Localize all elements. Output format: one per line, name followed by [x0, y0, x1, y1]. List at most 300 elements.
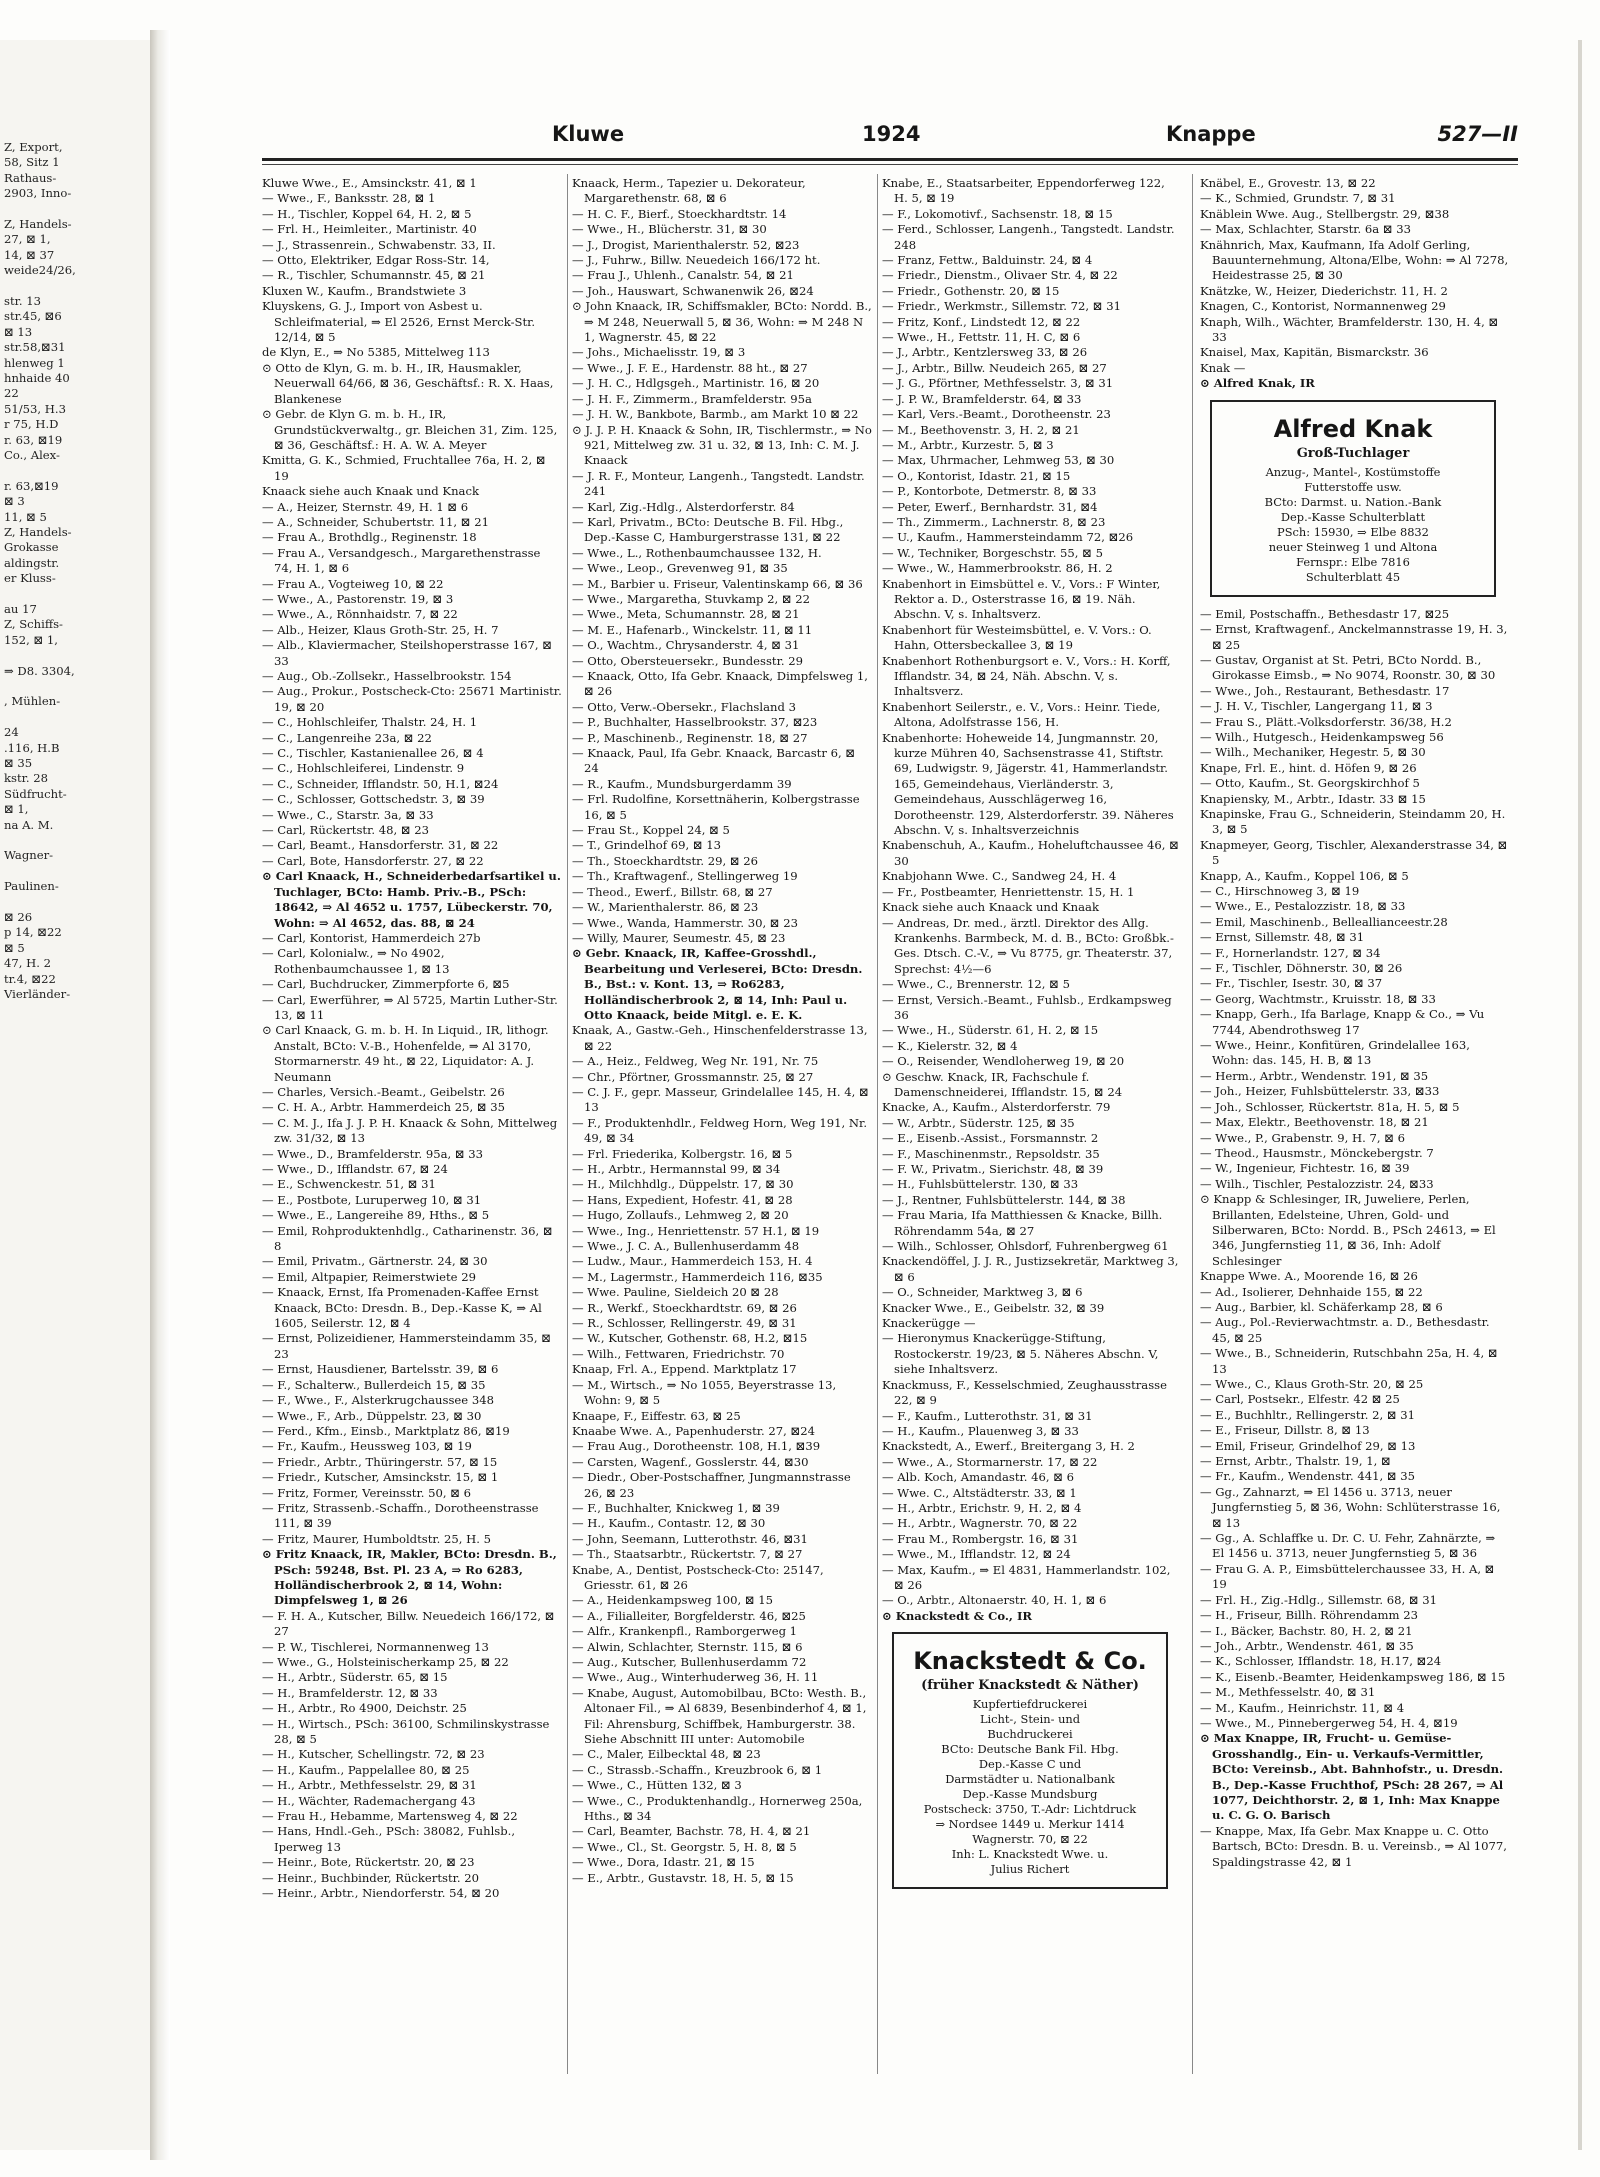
directory-entry: — Frau G. A. P., Eimsbüttelerchaussee 33, H. A, ⊠ 19 [1200, 1561, 1495, 1592]
directory-entry: — H., Arbtr., Methfesselstr. 29, ⊠ 31 [262, 1778, 477, 1793]
directory-entry: Knacker Wwe., E., Geibelstr. 32, ⊠ 39 [882, 1300, 1105, 1315]
directory-entry: Kluwe Wwe., E., Amsinckstr. 41, ⊠ 1 [262, 176, 477, 190]
directory-entry: Knapiensky, M., Arbtr., Idastr. 33 ⊠ 15 [1200, 791, 1426, 806]
facing-page-fragment [0, 40, 150, 2150]
directory-entry: — M., Barbier u. Friseur, Valentinskamp 66, ⊠ 36 [572, 576, 863, 591]
directory-entry: — U., Kaufm., Hammersteindamm 72, ⊠26 [882, 530, 1134, 545]
directory-entry: Knabe, E., Staatsarbeiter, Eppendorferweg 122, H. 5, ⊠ 19 [882, 176, 1165, 206]
directory-entry: — Karl, Privatm., BCto: Deutsche B. Fil. Hbg., Dep.-Kasse C, Hamburgerstrasse 131, ⊠ 22 [572, 514, 844, 545]
directory-entry: — Wwe., Joh., Restaurant, Bethesdastr. 17 [1200, 683, 1450, 698]
facing-page-text: r 75, H.D [4, 417, 59, 432]
directory-entry: — Diedr., Ober-Postschaffner, Jungmannstrasse 26, ⊠ 23 [572, 1470, 851, 1500]
directory-entry: — Emil, Rohproduktenhdlg., Catharinenstr. 36, ⊠ 8 [262, 1223, 553, 1254]
directory-entry: — H., Milchhdlg., Düppelstr. 17, ⊠ 30 [572, 1177, 794, 1192]
directory-entry: — Theod., Hausmstr., Mönckebergstr. 7 [1200, 1145, 1434, 1160]
directory-entry: — Wwe., G., Holsteinischerkamp 25, ⊠ 22 [262, 1655, 509, 1669]
facing-page-text: Z, Export, [4, 140, 63, 154]
facing-page-text: Grokasse [4, 540, 59, 555]
directory-entry: ⊙ John Knaack, IR, Schiffsmakler, BCto: Nordd. B., ⇒ M 248, Neuerwall 5, ⊠ 36, Wohn: ⇒ M 248 N 1, Wagnerstr. 45, ⊠ 22 [572, 299, 872, 345]
directory-entry: — J., Rentner, Fuhlsbüttelerstr. 144, ⊠ 38 [882, 1192, 1126, 1207]
directory-entry: — Frau Maria, Ifa Matthiessen & Knacke, Billh. Röhrendamm 54a, ⊠ 27 [882, 1208, 1163, 1238]
advert-subtitle: (früher Knackstedt & Näther) [921, 1678, 1139, 1694]
directory-entry: — Carl, Kolonialw., ⇒ No 4902, Rothenbaumchaussee 1, ⊠ 13 [262, 946, 450, 976]
directory-entry: — Joh., Heizer, Fuhlsbüttelerstr. 33, ⊠33 [1200, 1084, 1440, 1099]
directory-entry: — A., Schneider, Schubertstr. 11, ⊠ 21 [262, 514, 489, 529]
facing-page-text: er Kluss- [4, 571, 56, 586]
facing-page-text: ⊠ 13 [4, 324, 33, 339]
facing-page-text: Südfrucht- [4, 786, 67, 801]
directory-entry: — Ernst, Kraftwagenf., Anckelmannstrasse 19, H. 3, ⊠ 25 [1200, 622, 1508, 652]
directory-entry: — C. M. J., Ifa J. J. P. H. Knaack & Sohn, Mittelweg zw. 31/32, ⊠ 13 [262, 1115, 558, 1146]
directory-entry: — H., Kaufm., Plauenweg 3, ⊠ 33 [882, 1423, 1079, 1438]
directory-entry: — M., Kaufm., Heinrichstr. 11, ⊠ 4 [1200, 1700, 1405, 1715]
directory-entry: Knagen, C., Kontorist, Normannenweg 29 [1200, 299, 1446, 314]
directory-entry: — J. H. V., Tischler, Langergang 11, ⊠ 3 [1200, 699, 1433, 714]
facing-page-text: aldingstr. [4, 555, 60, 570]
directory-entry: — K., Eisenb.-Beamter, Heidenkampsweg 186, ⊠ 15 [1200, 1669, 1506, 1684]
directory-entry: — Wwe., C., Produktenhandlg., Hornerweg 250a, Hths., ⊠ 34 [572, 1793, 863, 1824]
facing-page-text: ⊠ 5 [4, 940, 25, 955]
facing-page-text: str.58,⊠31 [4, 340, 66, 355]
directory-entry: Knäblein Wwe. Aug., Stellbergstr. 29, ⊠38 [1200, 206, 1450, 221]
directory-entry: Knäbel, E., Grovestr. 13, ⊠ 22 [1200, 176, 1376, 190]
directory-entry: Knackendöffel, J. J. R., Justizsekretär, Marktweg 3, ⊠ 6 [882, 1254, 1179, 1284]
facing-page-text: hlenweg 1 [4, 355, 65, 370]
directory-entry: — Frau A., Brothdlg., Reginenstr. 18 [262, 530, 477, 545]
directory-entry: — H., Arbtr., Hermannstal 99, ⊠ 34 [572, 1162, 781, 1176]
directory-entry: — P., Buchhalter, Hasselbrookstr. 37, ⊠23 [572, 715, 818, 730]
advert-title: Knackstedt & Co. [913, 1647, 1147, 1676]
directory-entry: — Frau A., Versandgesch., Margarethenstrasse 74, H. 1, ⊠ 6 [262, 545, 541, 576]
directory-entry: — Carl, Postsekr., Elfestr. 42 ⊠ 25 [1200, 1392, 1400, 1407]
advert-line: Anzug-, Mantel-, Kostümstoffe [1265, 464, 1441, 479]
directory-entry: — Wwe., E., Langereihe 89, Hths., ⊠ 5 [262, 1208, 490, 1223]
directory-entry: — Carl, Beamter, Bachstr. 78, H. 4, ⊠ 21 [572, 1824, 811, 1839]
directory-entry: — Frau A., Vogteiweg 10, ⊠ 22 [262, 576, 444, 591]
directory-entry: Knapinske, Frau G., Schneiderin, Steindamm 20, H. 3, ⊠ 5 [1200, 806, 1506, 837]
directory-entry: — Emil, Maschinenb., Belleallianceestr.28 [1200, 914, 1448, 929]
directory-entry: — Friedr., Werkmstr., Sillemstr. 72, ⊠ 31 [882, 299, 1121, 314]
directory-entry: — Aug., Ob.-Zollsekr., Hasselbrookstr. 154 [262, 669, 512, 683]
directory-entry: — Frau H., Hebamme, Martensweg 4, ⊠ 22 [262, 1809, 518, 1824]
directory-entry: — H., Bramfelderstr. 12, ⊠ 33 [262, 1685, 438, 1700]
directory-entry: — C., Maler, Eilbecktal 48, ⊠ 23 [572, 1747, 761, 1762]
facing-page-text: r. 63, ⊠19 [4, 432, 63, 447]
directory-entry: Knape, Frl. E., hint. d. Höfen 9, ⊠ 26 [1200, 760, 1417, 775]
directory-entry: — Carl, Buchdrucker, Zimmerpforte 6, ⊠5 [262, 977, 510, 992]
facing-page-text: 11, ⊠ 5 [4, 509, 47, 524]
directory-entry: — Wwe., M., Ifflandstr. 12, ⊠ 24 [882, 1547, 1071, 1562]
directory-entry: — Wwe. C., Altstädterstr. 33, ⊠ 1 [882, 1485, 1077, 1500]
page-number: 527—II [1437, 122, 1518, 146]
directory-entry: — H., Kutscher, Schellingstr. 72, ⊠ 23 [262, 1747, 485, 1762]
directory-entry: — Wwe., W., Hammerbrookstr. 86, H. 2 [882, 561, 1113, 576]
directory-entry: — H., Kaufm., Contastr. 12, ⊠ 30 [572, 1516, 766, 1531]
directory-entry: — Ernst, Versich.-Beamt., Fuhlsb., Erdkampsweg 36 [882, 992, 1172, 1022]
facing-page-text: au 17 [4, 602, 37, 616]
directory-entry: — Carl, Ewerführer, ⇒ Al 5725, Martin Luther-Str. 13, ⊠ 11 [262, 992, 558, 1022]
directory-entry: — Wilh., Fettwaren, Friedrichstr. 70 [572, 1346, 785, 1361]
advert-line: PSch: 15930, ⇒ Elbe 8832 [1277, 524, 1429, 539]
directory-entry: — Joh., Hauswart, Schwanenwik 26, ⊠24 [572, 283, 814, 298]
header-year: 1924 [862, 122, 921, 146]
directory-entry: — Otto, Elektriker, Edgar Ross-Str. 14, [262, 253, 490, 268]
directory-entry: — Andreas, Dr. med., ärztl. Direktor des Allg. Krankenhs. Barmbeck, M. d. B., BCto: Großbk.-Ges. Dtsch. C.-V., ⇒ Vu 8775, gr. Theaterstr. 37, Sprechst: 4½—6 [882, 915, 1174, 976]
facing-page-text: .116, H.B [4, 740, 60, 755]
facing-page-text: ⊠ 35 [4, 756, 33, 770]
directory-entry: ⊙ Carl Knaack, G. m. b. H. In Liquid., IR, lithogr. Anstalt, BCto: V.-B., Hohenfelde, ⇒ Al 3170, Stormarnerstr. 49 ht., ⊠ 22, Liquidator: A. J. Neumann [262, 1023, 549, 1084]
directory-entry: — Wwe., D., Bramfelderstr. 95a, ⊠ 33 [262, 1146, 484, 1161]
directory-entry: — K., Schmied, Grundstr. 7, ⊠ 31 [1200, 191, 1396, 206]
facing-page-text: ⇒ D8. 3304, [4, 663, 75, 678]
directory-entry: — Wwe., Heinr., Konfitüren, Grindelallee 163, Wohn: das. 145, H. B, ⊠ 13 [1200, 1038, 1470, 1068]
directory-entry: Knaph, Wilh., Wächter, Bramfelderstr. 130, H. 4, ⊠ 33 [1200, 314, 1499, 345]
facing-page-text: Wagner- [4, 848, 54, 863]
directory-entry: — Heinr., Bote, Rückertstr. 20, ⊠ 23 [262, 1855, 475, 1870]
directory-entry: — Alb., Heizer, Klaus Groth-Str. 25, H. 7 [262, 622, 499, 637]
directory-entry: — Carl, Rückertstr. 48, ⊠ 23 [262, 823, 429, 838]
directory-entry: — M., Beethovenstr. 3, H. 2, ⊠ 21 [882, 422, 1080, 437]
directory-entry: — Carl, Beamt., Hansdorferstr. 31, ⊠ 22 [262, 838, 499, 853]
directory-entry: — Wwe., H., Süderstr. 61, H. 2, ⊠ 15 [882, 1023, 1099, 1038]
directory-entry: — Otto, Verw.-Obersekr., Flachsland 3 [572, 699, 796, 714]
directory-entry: — Wwe., C., Hütten 132, ⊠ 3 [572, 1778, 742, 1793]
directory-entry: — F., Produktenhdlr., Feldweg Horn, Weg 191, Nr. 49, ⊠ 34 [572, 1115, 868, 1146]
directory-entry: Knapp, A., Kaufm., Koppel 106, ⊠ 5 [1200, 868, 1409, 883]
directory-entry: Knaap, Frl. A., Eppend. Marktplatz 17 [572, 1362, 797, 1377]
directory-entry: Knak — [1200, 360, 1246, 375]
directory-entry: — F., Schalterw., Bullerdeich 15, ⊠ 35 [262, 1377, 486, 1392]
directory-page [262, 118, 1518, 2108]
directory-entry: — Fritz, Strassenb.-Schaffn., Dorotheenstrasse 111, ⊠ 39 [262, 1500, 539, 1531]
directory-entry: — J., Arbtr., Billw. Neudeich 265, ⊠ 27 [882, 360, 1107, 375]
directory-entry: — Knapp, Gerh., Ifa Barlage, Knapp & Co., ⇒ Vu 7744, Abendrothsweg 17 [1200, 1007, 1485, 1037]
directory-entry: — H., Fuhlsbüttelerstr. 130, ⊠ 33 [882, 1177, 1079, 1192]
directory-entry: — Frau M., Rombergstr. 16, ⊠ 31 [882, 1531, 1079, 1546]
directory-entry: — Fritz, Konf., Lindstedt 12, ⊠ 22 [882, 314, 1081, 329]
running-header [262, 118, 1518, 154]
directory-entry: ⊙ Knapp & Schlesinger, IR, Juweliere, Perlen, Brillanten, Edelsteine, Uhren, Gold- und Silberwaren, BCto: Nordd. B., PSch 24613, ⇒ El 346, Jungfernstieg 11, ⊠ 36, Inh: Adolf Schlesinger [1200, 1192, 1496, 1268]
header-rule [262, 158, 1518, 161]
directory-entry: — H., Kaufm., Pappelallee 80, ⊠ 25 [262, 1762, 470, 1777]
directory-entry: Knackstedt, A., Ewerf., Breitergang 3, H. 2 [882, 1439, 1135, 1454]
advert-line: Kupfertiefdruckerei [972, 1697, 1088, 1712]
directory-entry: — J., Strassenrein., Schwabenstr. 33, II. [262, 237, 496, 252]
directory-entry: Knabjohann Wwe. C., Sandweg 24, H. 4 [882, 869, 1117, 884]
directory-entry: — Fr., Kaufm., Wendenstr. 441, ⊠ 35 [1200, 1469, 1415, 1484]
directory-entry: — Frl. Rudolfine, Korsettnäherin, Kolbergstrasse 16, ⊠ 5 [572, 792, 860, 822]
directory-entry: — O., Schneider, Marktweg 3, ⊠ 6 [882, 1285, 1083, 1300]
directory-entry: — Herm., Arbtr., Wendenstr. 191, ⊠ 35 [1200, 1068, 1429, 1083]
directory-entry: — F., Wwe., F., Alsterkrugchaussee 348 [262, 1393, 494, 1408]
directory-entry: Knacke, A., Kaufm., Alsterdorferstr. 79 [882, 1100, 1111, 1115]
column-1 [262, 176, 562, 2086]
directory-entry: — C., Schlosser, Gottschedstr. 3, ⊠ 39 [262, 792, 485, 807]
directory-entry: — Th., Staatsarbtr., Rückertstr. 7, ⊠ 27 [572, 1547, 803, 1562]
advert-line: Darmstädter u. Nationalbank [945, 1772, 1115, 1787]
column-divider [1192, 174, 1193, 2074]
directory-entry: — H., Wirtsch., PSch: 36100, Schmilinskystrasse 28, ⊠ 5 [262, 1716, 550, 1747]
directory-entry: — H., Wächter, Rademachergang 43 [262, 1793, 476, 1808]
directory-entry: — Emil, Friseur, Grindelhof 29, ⊠ 13 [1200, 1438, 1416, 1453]
directory-entry: — Wwe., F., Banksstr. 28, ⊠ 1 [262, 191, 436, 206]
directory-entry: — Emil, Postschaffn., Bethesdastr 17, ⊠25 [1200, 606, 1450, 621]
directory-entry: ⊙ Geschw. Knack, IR, Fachschule f. Damenschneiderei, Ifflandstr. 15, ⊠ 24 [882, 1069, 1123, 1099]
directory-entry: Knaack siehe auch Knaak und Knack [262, 484, 479, 499]
directory-entry: — A., Heidenkampsweg 100, ⊠ 15 [572, 1593, 773, 1608]
directory-entry: — Otto, Kaufm., St. Georgskirchhof 5 [1200, 776, 1420, 791]
facing-page-text: 22 [4, 386, 19, 401]
directory-entry: — C., Hirschnoweg 3, ⊠ 19 [1200, 884, 1360, 898]
facing-page-text: kstr. 28 [4, 771, 49, 786]
directory-entry: — W., Techniker, Borgeschstr. 55, ⊠ 5 [882, 545, 1103, 560]
directory-entry: — O., Arbtr., Altonaerstr. 40, H. 1, ⊠ 6 [882, 1593, 1107, 1608]
directory-entry: — Wwe., Leop., Grevenweg 91, ⊠ 35 [572, 561, 788, 576]
page-edge [1578, 40, 1582, 2150]
directory-entry: — Knabe, August, Automobilbau, BCto: Westh. B., Altonaer Fil., ⇒ Al 6839, Besenbinderhof 4, ⊠ 1, Fil: Ahrensburg, Schiffbek, Hamburgerstr. 38. Siehe Abschnitt III unter: Automobile [572, 1685, 867, 1747]
directory-entry: — Alb. Koch, Amandastr. 46, ⊠ 6 [882, 1470, 1075, 1485]
directory-entry: — Wwe., H., Blücherstr. 31, ⊠ 30 [572, 222, 767, 237]
facing-page-text: Rathaus- [4, 170, 57, 185]
directory-entry: — Frau J., Uhlenh., Canalstr. 54, ⊠ 21 [572, 268, 794, 283]
advert-line: ⇒ Nordsee 1449 u. Merkur 1414 [935, 1817, 1125, 1832]
directory-entry: Knaisel, Max, Kapitän, Bismarckstr. 36 [1200, 345, 1429, 360]
directory-entry: — Knappe, Max, Ifa Gebr. Max Knappe u. C. Otto Bartsch, BCto: Dresdn. B. u. Vereinsb., ⇒ Al 1077, Spaldingstrasse 42, ⊠ 1 [1200, 1823, 1507, 1869]
directory-entry: — Ludw., Maur., Hammerdeich 153, H. 4 [572, 1254, 813, 1269]
directory-entry: — Frl. H., Zig.-Hdlg., Sillemstr. 68, ⊠ 31 [1200, 1592, 1438, 1607]
directory-entry: — Wwe., D., Ifflandstr. 67, ⊠ 24 [262, 1162, 448, 1176]
directory-entry: — Alb., Klaviermacher, Steilshoperstrasse 167, ⊠ 33 [262, 638, 552, 668]
advert-line: neuer Steinweg 1 und Altona [1268, 539, 1438, 554]
directory-entry: — Joh., Schlosser, Rückertstr. 81a, H. 5, ⊠ 5 [1200, 1099, 1460, 1114]
directory-entry: — J. H. W., Bankbote, Barmb., am Markt 10 ⊠ 22 [572, 407, 859, 422]
directory-entry: — Aug., Kutscher, Bullenhuserdamm 72 [572, 1655, 807, 1669]
directory-entry: — P. W., Tischlerei, Normannenweg 13 [262, 1639, 489, 1654]
column-divider [877, 174, 878, 2074]
directory-entry: — Carsten, Wagenf., Gosslerstr. 44, ⊠30 [572, 1454, 809, 1469]
directory-entry: — Theod., Ewerf., Billstr. 68, ⊠ 27 [572, 884, 773, 899]
directory-entry: — Max, Elektr., Beethovenstr. 18, ⊠ 21 [1200, 1115, 1429, 1130]
directory-entry: — J., Drogist, Marienthalerstr. 52, ⊠23 [572, 237, 800, 252]
directory-entry: — P., Kontorbote, Detmerstr. 8, ⊠ 33 [882, 484, 1097, 499]
directory-entry: — C., Strassb.-Schaffn., Kreuzbrook 6, ⊠ 1 [572, 1762, 823, 1777]
directory-entry: — Wwe., A., Stormarnerstr. 17, ⊠ 22 [882, 1454, 1098, 1469]
directory-entry: Knack siehe auch Knaack und Knaak [882, 900, 1099, 915]
directory-entry: — Ferd., Kfm., Einsb., Marktplatz 86, ⊠19 [262, 1423, 510, 1438]
directory-entry: — F., Hornerlandstr. 127, ⊠ 34 [1200, 945, 1381, 960]
directory-entry: — F., Buchhalter, Knickweg 1, ⊠ 39 [572, 1500, 780, 1515]
directory-entry: — Ernst, Arbtr., Thalstr. 19, 1, ⊠ [1200, 1454, 1391, 1469]
directory-entry: — Karl, Zig.-Hdlg., Alsterdorferstr. 84 [572, 499, 795, 514]
directory-entry: ⊙ Knackstedt & Co., IR [882, 1608, 1033, 1623]
facing-page-text: str. 13 [4, 294, 41, 308]
directory-entry: — R., Tischler, Schumannstr. 45, ⊠ 21 [262, 268, 486, 283]
directory-entry: — R., Kaufm., Mundsburgerdamm 39 [572, 776, 792, 791]
facing-page-text: 152, ⊠ 1, [4, 632, 58, 647]
directory-entry: — Frau S., Plätt.-Volksdorferstr. 36/38, H.2 [1200, 714, 1452, 729]
advert-knackstedt [892, 1632, 1168, 1889]
directory-entry: — H., Friseur, Billh. Röhrendamm 23 [1200, 1608, 1418, 1623]
directory-entry: — Aug., Pol.-Revierwachtmstr. a. D., Bethesdastr. 45, ⊠ 25 [1200, 1315, 1490, 1345]
book-gutter [150, 30, 170, 2160]
directory-entry: — Friedr., Arbtr., Thüringerstr. 57, ⊠ 15 [262, 1454, 498, 1469]
directory-entry: Knapmeyer, Georg, Tischler, Alexanderstrasse 34, ⊠ 5 [1200, 837, 1508, 868]
directory-entry: — F., Tischler, Döhnerstr. 30, ⊠ 26 [1200, 961, 1403, 976]
directory-entry: — M., Wirtsch., ⇒ No 1055, Beyerstrasse 13, Wohn: 9, ⊠ 5 [572, 1377, 837, 1408]
directory-entry: — M. E., Hafenarb., Winckelstr. 11, ⊠ 11 [572, 622, 813, 637]
directory-entry: — Alwin, Schlachter, Sternstr. 115, ⊠ 6 [572, 1639, 803, 1654]
directory-entry: — E., Postbote, Luruperweg 10, ⊠ 31 [262, 1192, 482, 1207]
facing-page-text: 24 [4, 725, 19, 740]
advert-line: Postscheck: 3750, T.-Adr: Lichtdruck [923, 1802, 1137, 1817]
directory-entry: — C., Hohlschleiferei, Lindenstr. 9 [262, 761, 465, 776]
facing-page-text: ⊠ 1, [4, 802, 29, 817]
facing-page-text: str.45, ⊠6 [4, 309, 62, 324]
directory-entry: — Carl, Kontorist, Hammerdeich 27b [262, 930, 481, 945]
directory-entry: — T., Grindelhof 69, ⊠ 13 [572, 838, 722, 853]
directory-entry: — Wwe., P., Grabenstr. 9, H. 7, ⊠ 6 [1200, 1130, 1406, 1145]
advert-line: Schulterblatt 45 [1305, 569, 1401, 584]
directory-entry: — R., Werkf., Stoeckhardtstr. 69, ⊠ 26 [572, 1300, 797, 1315]
directory-entry: — Karl, Vers.-Beamt., Dorotheenstr. 23 [882, 407, 1111, 422]
directory-entry: — Georg, Wachtmstr., Kruisstr. 18, ⊠ 33 [1200, 991, 1436, 1006]
directory-entry: Knabenhort in Eimsbüttel e. V., Vors.: F Winter, Rektor a. D., Osterstrasse 16, ⊠ 19. Näh. Abschn. V, s. Inhaltsverz. [882, 576, 1161, 622]
advert-line: Futterstoffe usw. [1304, 479, 1402, 494]
directory-entry: — Joh., Arbtr., Wendenstr. 461, ⊠ 35 [1200, 1638, 1414, 1653]
directory-entry: Kluxen W., Kaufm., Brandstwiete 3 [262, 283, 467, 298]
header-first-entry: Kluwe [552, 122, 625, 146]
advert-line: BCto: Deutsche Bank Fil. Hbg. [941, 1742, 1119, 1757]
facing-page-text: 47, H. 2 [4, 956, 51, 971]
directory-entry: — P., Maschinenb., Reginenstr. 18, ⊠ 27 [572, 730, 808, 745]
advert-line: Buchdruckerei [987, 1727, 1073, 1742]
directory-entry: — Wwe., H., Fettstr. 11, H. C, ⊠ 6 [882, 330, 1081, 345]
facing-page-text: Z, Schiffs- [4, 617, 63, 632]
directory-entry: — C., Langenreihe 23a, ⊠ 22 [262, 730, 432, 745]
directory-entry: — Friedr., Kutscher, Amsinckstr. 15, ⊠ 1 [262, 1470, 499, 1485]
directory-entry: — Emil, Privatm., Gärtnerstr. 24, ⊠ 30 [262, 1254, 488, 1269]
directory-entry: Knabe, A., Dentist, Postscheck-Cto: 25147, Griesstr. 61, ⊠ 26 [572, 1562, 824, 1592]
directory-entry: — J. P. W., Bramfelderstr. 64, ⊠ 33 [882, 391, 1082, 406]
advert-title: Alfred Knak [1273, 414, 1433, 443]
column-3 [882, 176, 1182, 2086]
directory-entry: — C. J. F., gepr. Masseur, Grindelallee 145, H. 4, ⊠ 13 [572, 1084, 869, 1115]
directory-entry: — F., Maschinenmstr., Repsoldstr. 35 [882, 1146, 1100, 1161]
directory-entry: — Knaack, Ernst, Ifa Promenaden-Kaffee Ernst Knaack, BCto: Dresdn. B., Dep.-Kasse K, ⇒ Al 1605, Seilerstr. 12, ⊠ 4 [262, 1285, 542, 1331]
directory-entry: ⊙ Gebr. de Klyn G. m. b. H., IR, Grundstückverwaltg., gr. Bleichen 31, Zim. 125, ⊠ 36, Geschäftsf.: H. A. W. A. Meyer [262, 407, 558, 452]
directory-entry: — Wwe., A., Rönnhaidstr. 7, ⊠ 22 [262, 607, 458, 622]
directory-entry: — H., Arbtr., Ro 4900, Deichstr. 25 [262, 1701, 467, 1716]
directory-entry: — C. H. A., Arbtr. Hammerdeich 25, ⊠ 35 [262, 1100, 505, 1115]
directory-entry: Knaack, Herm., Tapezier u. Dekorateur, Margarethenstr. 68, ⊠ 6 [572, 176, 806, 206]
facing-page-text: Co., Alex- [4, 448, 60, 462]
directory-entry: — W., Arbtr., Süderstr. 125, ⊠ 35 [882, 1115, 1075, 1130]
directory-entry: — H., Arbtr., Süderstr. 65, ⊠ 15 [262, 1670, 448, 1685]
directory-entry: — Wwe., Cl., St. Georgstr. 5, H. 8, ⊠ 5 [572, 1839, 797, 1854]
directory-entry: — Chr., Pförtner, Grossmannstr. 25, ⊠ 27 [572, 1069, 814, 1084]
directory-entry: ⊙ Fritz Knaack, IR, Makler, BCto: Dresdn. B., PSch: 59248, Bst. Pl. 23 A, ⇒ Ro 6283, Holländischerbrook 2, ⊠ 14, Wohn: Dimpfelsweg 1, ⊠ 26 [262, 1547, 557, 1608]
directory-entry: — Wwe., Ing., Henriettenstr. 57 H.1, ⊠ 19 [572, 1223, 820, 1238]
directory-entry: Knätzke, W., Heizer, Diederichstr. 11, H. 2 [1200, 283, 1448, 298]
directory-entry: — Friedr., Dienstm., Olivaer Str. 4, ⊠ 22 [882, 268, 1118, 283]
advert-line: Dep.-Kasse Schulterblatt [1280, 509, 1426, 524]
directory-entry: — Ernst, Polizeidiener, Hammersteindamm 35, ⊠ 23 [262, 1331, 551, 1361]
directory-entry: — Peter, Ewerf., Bernhardstr. 31, ⊠4 [882, 499, 1098, 514]
directory-entry: — Wilh., Hutgesch., Heidenkampsweg 56 [1200, 729, 1444, 744]
directory-entry: — Wwe., Wanda, Hammerstr. 30, ⊠ 23 [572, 915, 798, 930]
directory-entry: — Fr., Postbeamter, Henriettenstr. 15, H. 1 [882, 884, 1135, 899]
directory-entry: ⊙ J. J. P. H. Knaack & Sohn, IR, Tischlermstr., ⇒ No 921, Mittelweg zw. 31 u. 32, ⊠ 13, Inh: C. M. J. Knaack [572, 422, 872, 468]
directory-entry: — Ernst, Sillemstr. 48, ⊠ 31 [1200, 930, 1365, 945]
directory-entry: Knabenschuh, A., Kaufm., Hoheluftchaussee 46, ⊠ 30 [882, 838, 1179, 868]
directory-entry: ⊙ Gebr. Knaack, IR, Kaffee-Grosshdl., Bearbeitung und Verleserei, BCto: Dresdn. B., Bst.: v. Kont. 13, ⇒ Ro6283, Holländischerbrook 2, ⊠ 14, Inh: Paul u. Otto Knaack, beide Mitgl. e. E. K. [572, 946, 863, 1022]
directory-entry: — Wwe., Aug., Winterhuderweg 36, H. 11 [572, 1670, 819, 1685]
directory-entry: Knähnrich, Max, Kaufmann, Ifa Adolf Gerling, Bauunternehmung, Altona/Elbe, Wohn: ⇒ Al 7278, Heidestrasse 25, ⊠ 30 [1200, 237, 1509, 283]
directory-entry: — Wwe., F., Arb., Düppelstr. 23, ⊠ 30 [262, 1408, 482, 1423]
directory-entry: Knackerügge — [882, 1316, 976, 1331]
directory-entry: — Wwe., C., Starstr. 3a, ⊠ 33 [262, 807, 434, 822]
directory-entry: — Th., Zimmerm., Lachnerstr. 8, ⊠ 23 [882, 514, 1106, 529]
directory-entry: Knabenhort Seilerstr., e. V., Vors.: Heinr. Tiede, Altona, Adolfstrasse 156, H. [882, 699, 1161, 730]
directory-entry: — Hugo, Zollaufs., Lehmweg 2, ⊠ 20 [572, 1208, 789, 1223]
directory-entry: ⊙ Max Knappe, IR, Frucht- u. Gemüse-Grosshandlg., Ein- u. Verkaufs-Vermittler, BCto: Vereinsb., Abt. Bahnhofstr., u. Dresdn. B., Dep.-Kasse Fruchthof, PSch: 28 267, ⇒ Al 1077, Deichthorstr. 2, ⊠ 1, Inh: Max Knappe u. C. G. O. Barisch [1200, 1731, 1504, 1823]
directory-entry: — C., Tischler, Kastanienallee 26, ⊠ 4 [262, 746, 484, 761]
facing-page-text: na A. M. [4, 817, 54, 832]
directory-entry: — K., Schlosser, Ifflandstr. 18, H.17, ⊠24 [1200, 1654, 1442, 1669]
directory-entry: — Knaack, Paul, Ifa Gebr. Knaack, Barcastr 6, ⊠ 24 [572, 746, 856, 776]
directory-entry: — Hieronymus Knackerügge-Stiftung, Rostockerstr. 19/23, ⊠ 5. Näheres Abschn. V, siehe Inhaltsverz. [882, 1331, 1159, 1377]
directory-entry: — Wwe., E., Pestalozzistr. 18, ⊠ 33 [1200, 899, 1406, 914]
directory-entry: — Wwe., J. F. E., Hardenstr. 88 ht., ⊠ 27 [572, 360, 808, 375]
facing-page-text: Z, Handels- [4, 217, 72, 231]
directory-entry: — Otto, Obersteuersekr., Bundesstr. 29 [572, 653, 803, 668]
directory-entry: — R., Schlosser, Rellingerstr. 49, ⊠ 31 [572, 1316, 797, 1331]
directory-entry: — Emil, Altpapier, Reimerstwiete 29 [262, 1269, 476, 1284]
directory-entry: de Klyn, E., ⇒ No 5385, Mittelweg 113 [262, 345, 490, 360]
directory-entry: — J., Fuhrw., Billw. Neuedeich 166/172 ht. [572, 253, 821, 268]
directory-entry: — H., Tischler, Koppel 64, H. 2, ⊠ 5 [262, 206, 472, 221]
column-4 [1200, 176, 1510, 2086]
facing-page-text: , Mühlen- [4, 694, 61, 709]
directory-entry: — Wwe., J. C. A., Bullenhuserdamm 48 [572, 1239, 800, 1254]
directory-entry: — E., Schwenckestr. 51, ⊠ 31 [262, 1177, 436, 1192]
directory-entry: — Fr., Tischler, Isestr. 30, ⊠ 37 [1200, 976, 1383, 991]
directory-entry: — K., Kielerstr. 32, ⊠ 4 [882, 1038, 1018, 1053]
directory-entry: — Gg., Zahnarzt, ⇒ El 1456 u. 3713, neuer Jungfernstieg 5, ⊠ 36, Wohn: Schlüterstrasse 16, ⊠ 13 [1200, 1484, 1501, 1530]
directory-entry: — Wwe., A., Pastorenstr. 19, ⊠ 3 [262, 591, 454, 606]
directory-entry: — H. C. F., Bierf., Stoeckhardtstr. 14 [572, 206, 787, 221]
directory-entry: — Max, Kaufm., ⇒ El 4831, Hammerlandstr. 102, ⊠ 26 [882, 1562, 1171, 1592]
directory-entry: — Wilh., Schlosser, Ohlsdorf, Fuhrenbergweg 61 [882, 1239, 1169, 1254]
directory-entry: — Wwe., C., Klaus Groth-Str. 20, ⊠ 25 [1200, 1377, 1424, 1391]
facing-page-text: r. 63,⊠19 [4, 478, 59, 493]
facing-page-text: 14, ⊠ 37 [4, 247, 55, 262]
advert-line: Dep.-Kasse Mundsburg [962, 1787, 1098, 1802]
facing-page-text: p 14, ⊠22 [4, 925, 62, 940]
directory-entry: — Wwe. Pauline, Sieldeich 20 ⊠ 28 [572, 1285, 779, 1300]
facing-page-text: 2903, Inno- [4, 186, 72, 201]
directory-entry: — W., Ingenieur, Fichtestr. 16, ⊠ 39 [1200, 1161, 1410, 1176]
advert-line: BCto: Darmst. u. Nation.-Bank [1264, 494, 1442, 509]
directory-entry: — E., Friseur, Dillstr. 8, ⊠ 13 [1200, 1423, 1370, 1438]
directory-entry: Knaape, F., Eiffestr. 63, ⊠ 25 [572, 1408, 741, 1423]
column-2 [572, 176, 872, 2086]
directory-entry: Knaabe Wwe. A., Papenhuderstr. 27, ⊠24 [572, 1423, 815, 1438]
directory-entry: — F., Lokomotivf., Sachsenstr. 18, ⊠ 15 [882, 206, 1113, 221]
advert-line: Julius Richert [990, 1862, 1070, 1877]
directory-entry: — Th., Kraftwagenf., Stellingerweg 19 [572, 869, 798, 884]
directory-entry: — Wwe., Meta, Schumannstr. 28, ⊠ 21 [572, 607, 800, 622]
